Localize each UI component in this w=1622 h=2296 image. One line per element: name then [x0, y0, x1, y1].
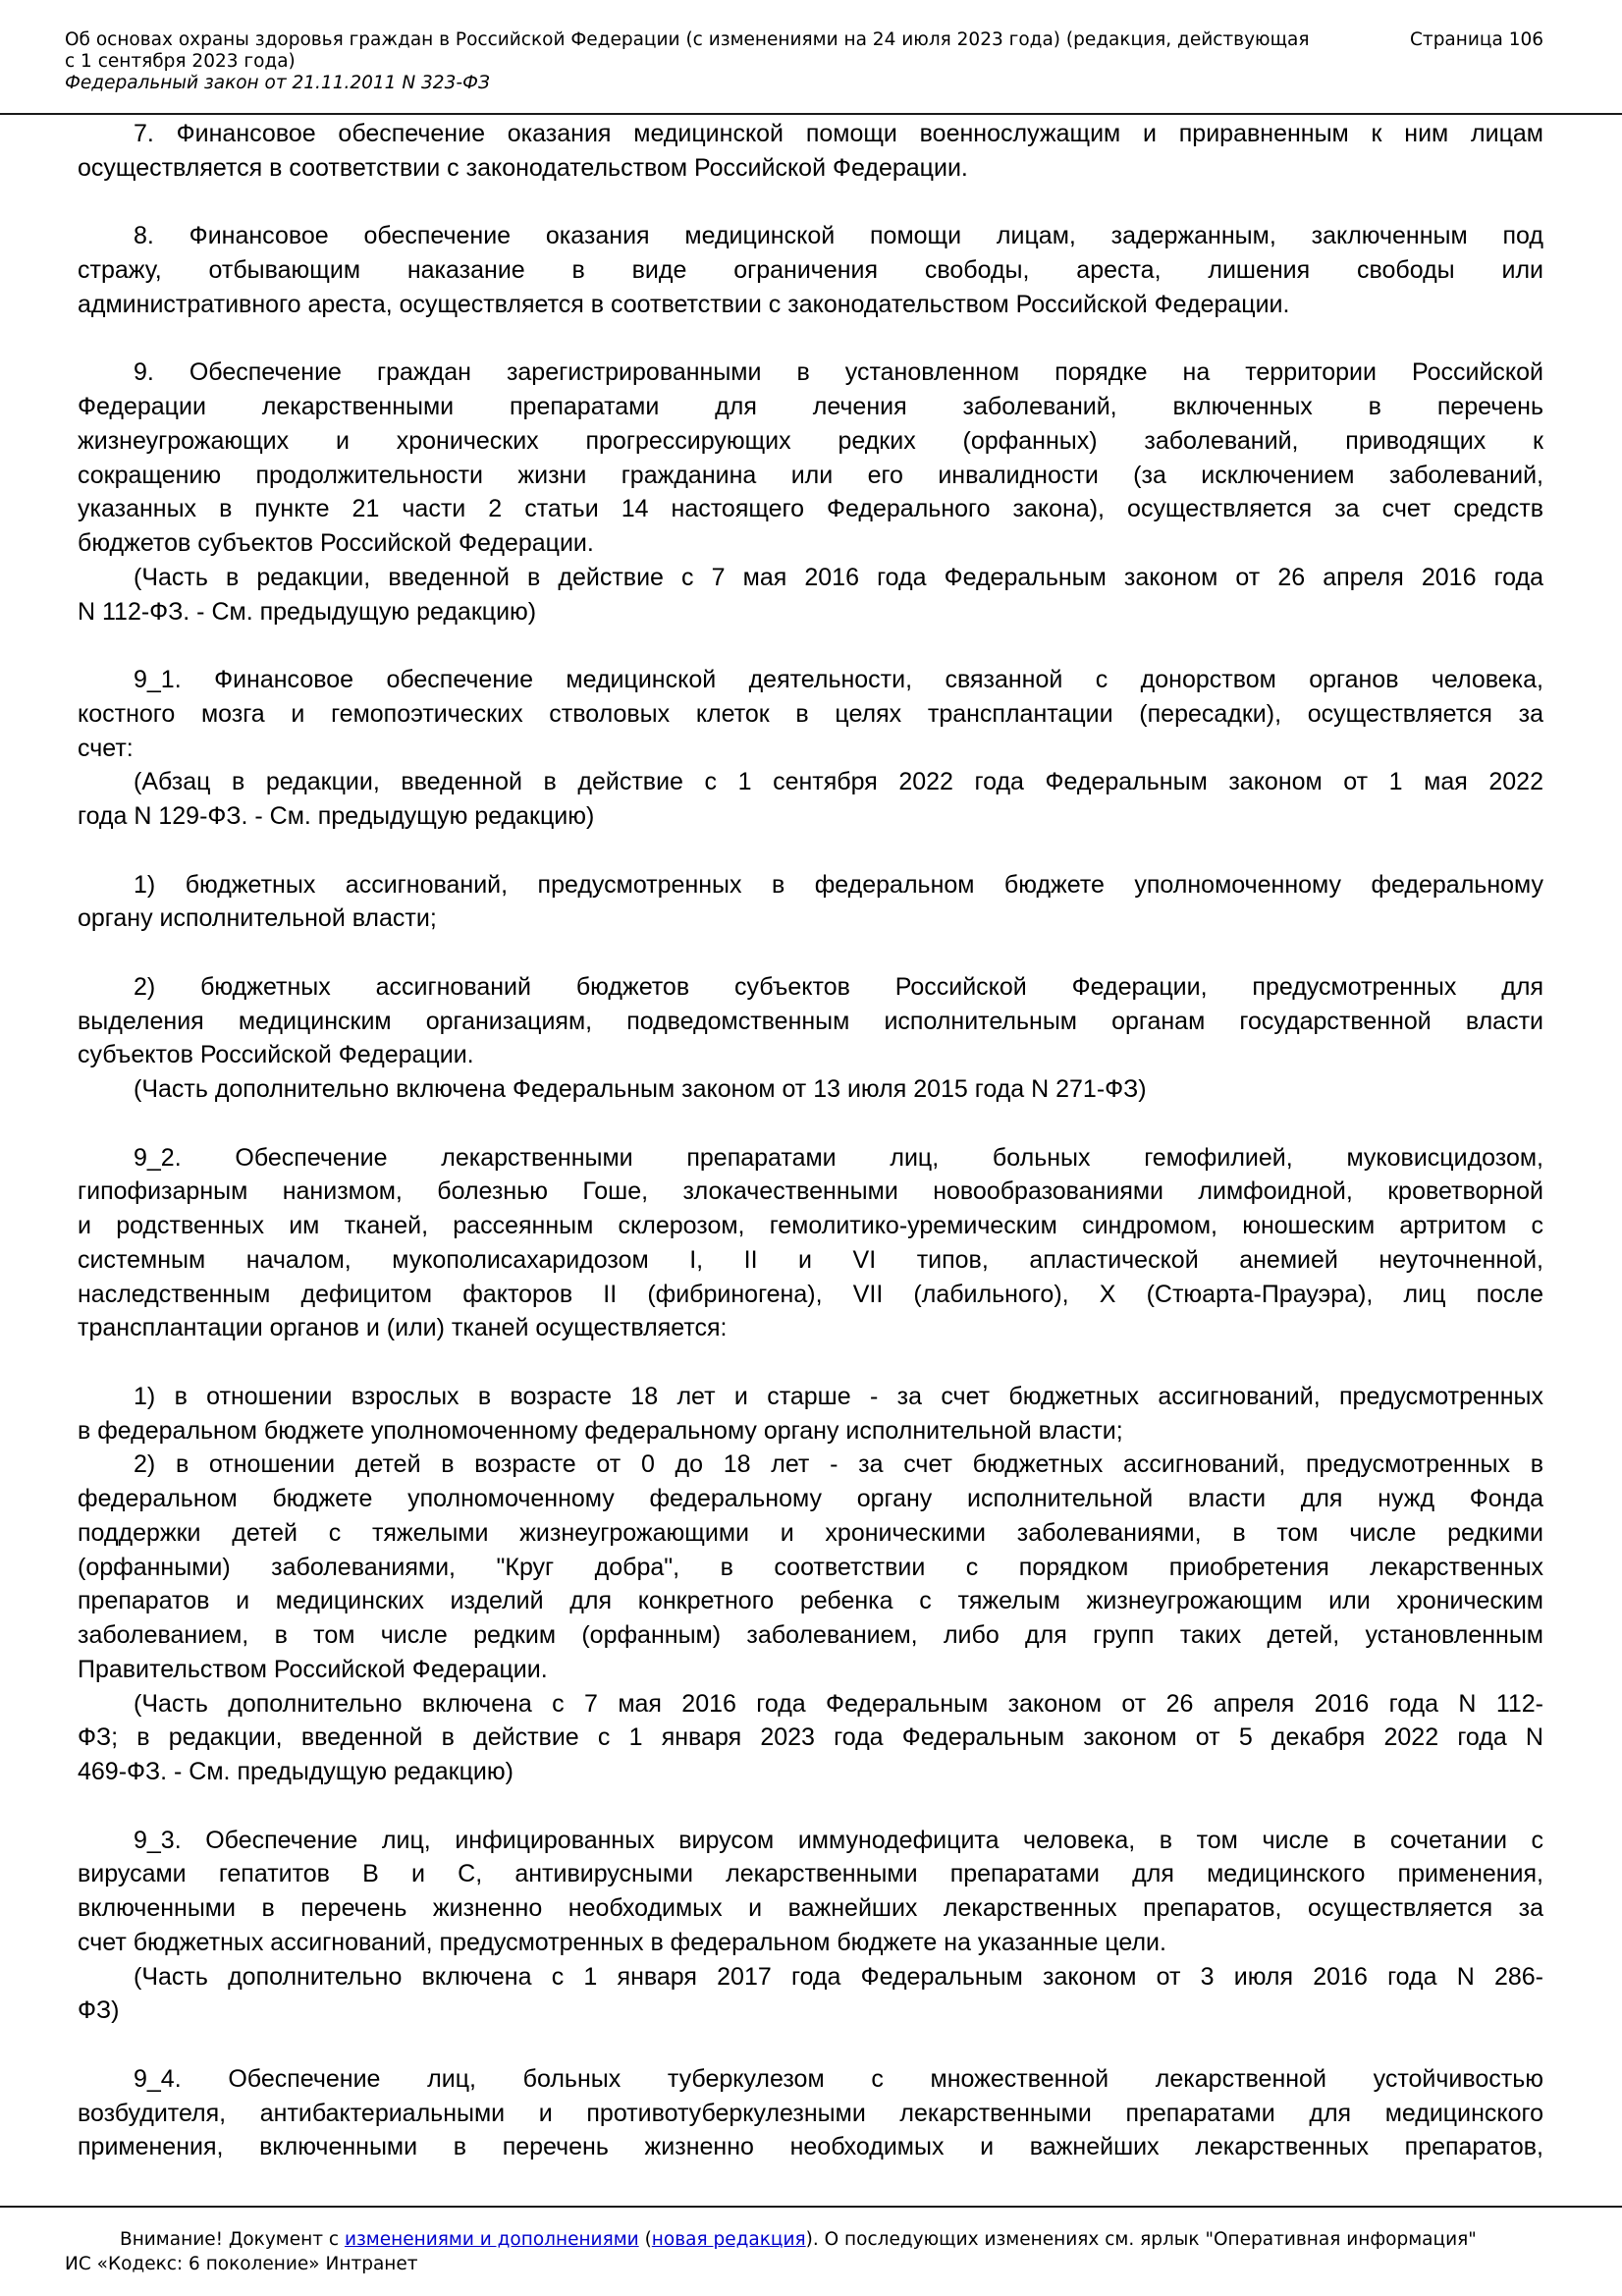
text-line: 9_2. Обеспечение лекарственными препаратами лиц, больных гемофилией, муковисцидозом,	[134, 1143, 1543, 1172]
text-line: 9_3. Обеспечение лиц, инфицированных вирусом иммунодефицита человека, в том числе в сочетании с	[134, 1826, 1543, 1854]
notice-prefix: Внимание! Документ с	[120, 2229, 345, 2250]
document-title	[65, 29, 1380, 94]
text-line: административного ареста, осуществляется в соответствии с законодательством Российской Федерации.	[78, 290, 1290, 318]
text-line: поддержки детей с тяжелыми жизнеугрожающими и хроническими заболеваниями, в том числе редкими	[78, 1518, 1543, 1547]
text-line: 9_4. Обеспечение лиц, больных туберкулезом с множественной лекарственной устойчивостью	[134, 2064, 1543, 2093]
blank-line	[78, 186, 1543, 220]
notice-suffix: ). О последующих изменениях см. ярлык "Оперативная информация"	[805, 2229, 1477, 2250]
text-line: (Абзац в редакции, введенной в действие с 1 сентября 2022 года Федеральным законом от 1 мая 2022	[134, 768, 1543, 796]
text-line: (Часть дополнительно включена Федеральным законом от 13 июля 2015 года N 271-ФЗ)	[134, 1075, 1147, 1103]
blank-line	[78, 322, 1543, 356]
text-line: включенными в перечень жизненно необходимых и важнейших лекарственных препаратов, осуществляется за	[78, 1894, 1543, 1922]
text-line: 2) бюджетных ассигнований бюджетов субъектов Российской Федерации, предусмотренных для	[134, 972, 1543, 1001]
text-line: (орфанными) заболеваниями, "Круг добра", в соответствии с порядком приобретения лекарственных	[78, 1553, 1543, 1581]
text-line: Правительством Российской Федерации.	[78, 1655, 548, 1683]
paren-open: (	[638, 2229, 652, 2250]
blank-line	[78, 1345, 1543, 1380]
text-line: 9_1. Финансовое обеспечение медицинской деятельности, связанной с донорством органов человека,	[134, 666, 1543, 693]
text-line: в федеральном бюджете уполномоченному федеральному органу исполнительной власти;	[78, 1416, 1123, 1445]
text-line: Федерации лекарственными препаратами для лечения заболеваний, включенных в перечень	[78, 393, 1543, 420]
blank-line	[78, 1107, 1543, 1141]
text-line: субъектов Российской Федерации.	[78, 1041, 474, 1069]
new-edition-link[interactable]: новая редакция	[651, 2229, 806, 2250]
text-line: осуществляется в соответствии с законодательством Российской Федерации.	[78, 153, 968, 182]
text-line: костного мозга и гемопоэтических стволовых клеток в целях трансплантации (пересадки), осуществляется за	[78, 699, 1543, 728]
document-title-line-1: Об основах охраны здоровья граждан в Российской Федерации (с изменениями на 24 июля 2023 года) (редакция, действующая	[65, 29, 1310, 50]
edition-notice	[65, 2227, 1557, 2252]
text-line: (Часть дополнительно включена с 7 мая 2016 года Федеральным законом от 26 апреля 2016 года N 112-	[134, 1689, 1543, 1718]
text-line: вирусами гепатитов B и C, антивирусными лекарственными препаратами для медицинского применения,	[78, 1860, 1543, 1888]
document-body	[78, 117, 1543, 2164]
text-line: системным началом, мукополисахаридозом I, II и VI типов, апластической анемией неуточненной,	[78, 1245, 1543, 1274]
text-line: гипофизарным нанизмом, болезнью Гоше, злокачественными новообразованиями лимфоидной, кроветворной	[78, 1177, 1543, 1206]
text-line: наследственным дефицитом факторов II (фибриногена), VII (лабильного), X (Стюарта-Прауэра), лиц после	[78, 1280, 1543, 1308]
blank-line	[78, 936, 1543, 970]
blank-line	[78, 2028, 1543, 2062]
blank-line	[78, 1789, 1543, 1824]
text-line: 1) в отношении взрослых в возрасте 18 лет и старше - за счет бюджетных ассигнований, предусмотренных	[134, 1382, 1543, 1410]
page-number: Страница 106	[1410, 29, 1544, 50]
changes-link[interactable]: изменениями и дополнениями	[344, 2229, 639, 2250]
page-header	[65, 29, 1557, 94]
text-line: жизнеугрожающих и хронических прогрессирующих редких (орфанных) заболеваний, приводящих к	[78, 426, 1543, 455]
text-line: препаратов и медицинских изделий для конкретного ребенка с тяжелым жизнеугрожающим или хроническим	[78, 1587, 1543, 1615]
text-line: и родственных им тканей, рассеянным склерозом, гемолитико-уремическим синдромом, юношеским артритом с	[78, 1212, 1543, 1239]
text-line: 9. Обеспечение граждан зарегистрированными в установленном порядке на территории Российской	[134, 358, 1543, 387]
law-reference: Федеральный закон от 21.11.2011 N 323-ФЗ	[65, 73, 490, 93]
text-line: 7. Финансовое обеспечение оказания медицинской помощи военнослужащим и приравненным к ним лицам	[134, 120, 1543, 147]
text-line: 1) бюджетных ассигнований, предусмотренных в федеральном бюджете уполномоченному федеральному	[134, 870, 1543, 899]
page-footer	[65, 2227, 1557, 2276]
text-line: счет бюджетных ассигнований, предусмотренных в федеральном бюджете на указанные цели.	[78, 1928, 1166, 1956]
text-line: стражу, отбывающим наказание в виде ограничения свободы, ареста, лишения свободы или	[78, 256, 1543, 284]
text-line: (Часть дополнительно включена с 1 января 2017 года Федеральным законом от 3 июля 2016 года N 286-	[134, 1962, 1543, 1991]
text-line: ФЗ; в редакции, введенной в действие с 1 января 2023 года Федеральным законом от 5 декабря 2022 года N	[78, 1723, 1543, 1752]
text-line: N 112-ФЗ. - См. предыдущую редакцию)	[78, 597, 537, 626]
text-line: 2) в отношении детей в возрасте от 0 до 18 лет - за счет бюджетных ассигнований, предусмотренных в	[134, 1450, 1543, 1479]
text-line: счет:	[78, 734, 134, 762]
text-line: заболеванием, в том числе редким (орфанным) заболеванием, либо для групп таких детей, установленным	[78, 1621, 1543, 1649]
text-line: 8. Финансовое обеспечение оказания медицинской помощи лицам, задержанным, заключенным под	[134, 222, 1543, 250]
text-line: 469-ФЗ. - См. предыдущую редакцию)	[78, 1758, 514, 1785]
blank-line	[78, 629, 1543, 663]
text-line: федеральном бюджете уполномоченному федеральному органу исполнительной власти для нужд Фонда	[78, 1485, 1543, 1512]
text-line: ФЗ)	[78, 1996, 120, 2025]
text-line: (Часть в редакции, введенной в действие с 7 мая 2016 года Федеральным законом от 26 апреля 2016 года	[134, 563, 1543, 591]
text-line: возбудителя, антибактериальными и противотуберкулезными лекарственными препаратами для медицинского	[78, 2099, 1543, 2127]
header-divider	[0, 113, 1622, 115]
text-line: органу исполнительной власти;	[78, 904, 437, 933]
blank-line	[78, 834, 1543, 868]
footer-divider	[0, 2206, 1622, 2208]
text-line: сокращению продолжительности жизни гражданина или его инвалидности (за исключением заболеваний,	[78, 461, 1543, 489]
text-line: бюджетов субъектов Российской Федерации.	[78, 529, 594, 557]
text-line: трансплантации органов и (или) тканей осуществляется:	[78, 1314, 728, 1342]
text-line: года N 129-ФЗ. - См. предыдущую редакцию)	[78, 802, 595, 830]
text-line: указанных в пункте 21 части 2 статьи 14 настоящего Федерального закона), осуществляется за счет средств	[78, 495, 1543, 523]
text-line: выделения медицинским организациям, подведомственным исполнительным органам государственной власти	[78, 1007, 1543, 1035]
text-line: применения, включенными в перечень жизненно необходимых и важнейших лекарственных препаратов,	[78, 2133, 1543, 2161]
system-name: ИС «Кодекс: 6 поколение» Интранет	[65, 2254, 418, 2274]
document-title-line-2: с 1 сентября 2023 года)	[65, 51, 296, 72]
